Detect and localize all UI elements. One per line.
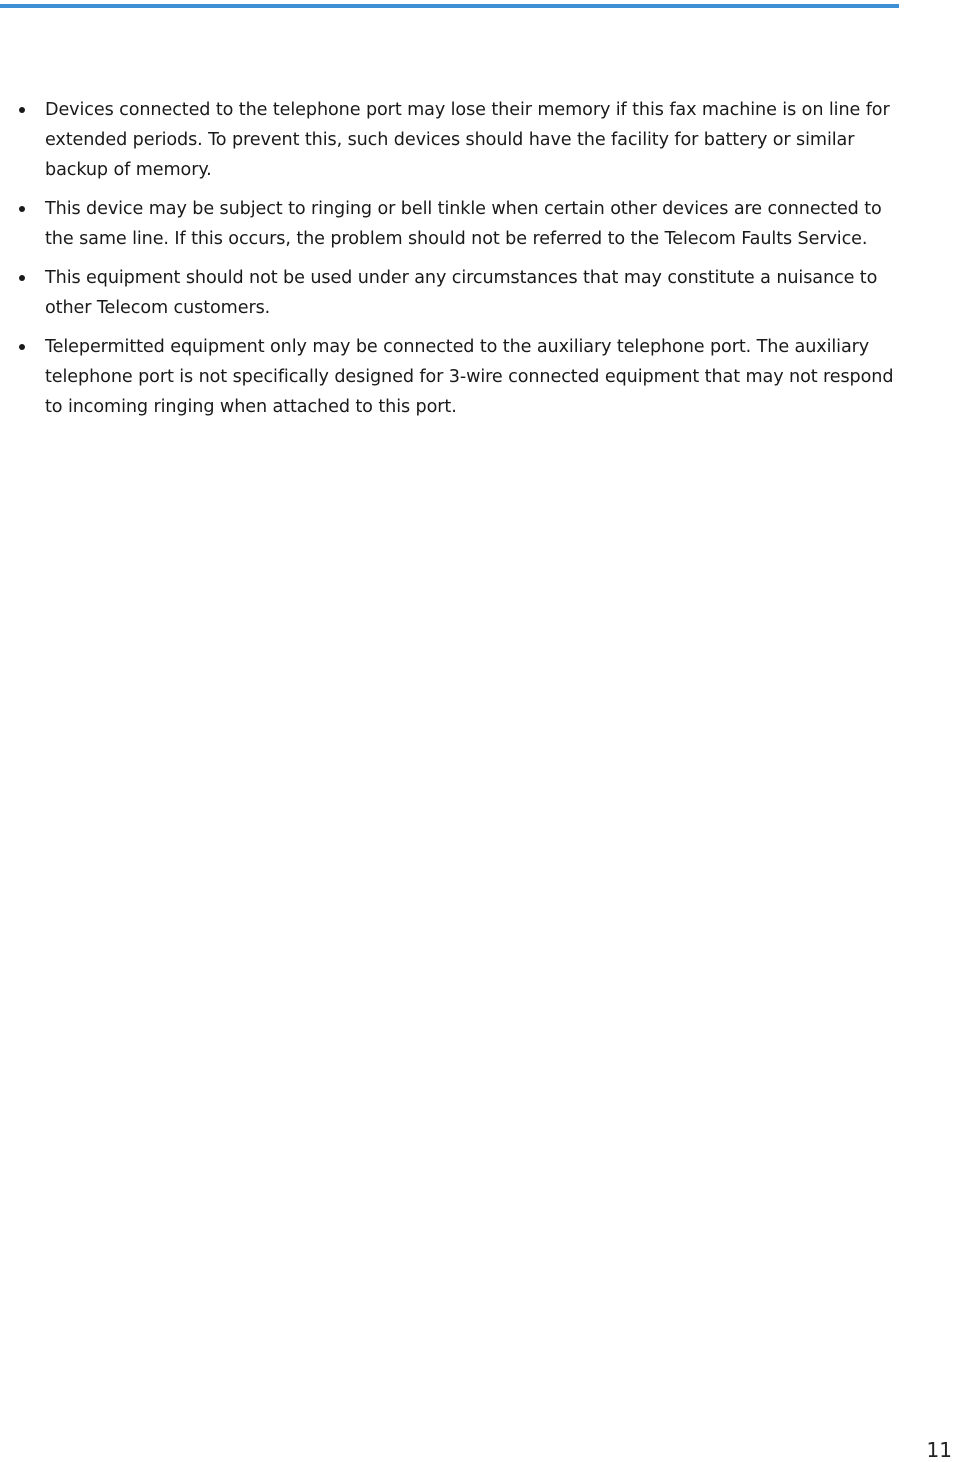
- bullet-text: Telepermitted equipment only may be connected to the auxiliary telephone port. The auxiliary telephone port is not specifically designed for 3-wire connected equipment that may not respond to incoming ringing when attached to this port.: [45, 337, 894, 417]
- bullet-icon: [19, 107, 25, 113]
- bullet-text: This device may be subject to ringing or bell tinkle when certain other devices are connected to the same line. If this occurs, the problem should not be referred to the Telecom Faults Service.: [45, 199, 882, 249]
- list-item: [0, 95, 905, 185]
- bullet-text: Devices connected to the telephone port may lose their memory if this fax machine is on line for extended periods. To prevent this, such devices should have the facility for battery or similar backup of memory.: [45, 100, 890, 180]
- bullet-icon: [19, 344, 25, 350]
- list-item: [0, 332, 905, 422]
- bullet-list: [0, 95, 905, 431]
- bullet-text: This equipment should not be used under any circumstances that may constitute a nuisance to other Telecom customers.: [45, 268, 878, 318]
- list-item: [0, 263, 905, 323]
- header-rule: [0, 4, 899, 8]
- list-item: [0, 194, 905, 254]
- bullet-icon: [19, 206, 25, 212]
- page-number: 11: [926, 1438, 952, 1462]
- bullet-icon: [19, 275, 25, 281]
